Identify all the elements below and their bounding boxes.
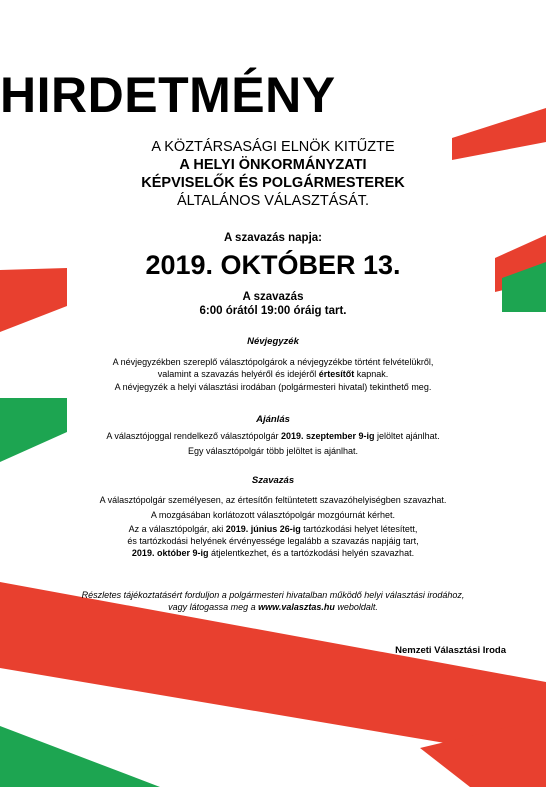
text-fragment: átjelentkezhet, és a tartózkodási helyén szavazhat. [208, 548, 415, 558]
announcement-line-1: A KÖZTÁRSASÁGI ELNÖK KITŰZTE [151, 139, 395, 155]
text-fragment-bold: értesítőt [318, 369, 355, 379]
text-fragment-bold: 2019. szeptember 9-ig [281, 431, 375, 441]
szavazas-text-line-2: A mozgásában korlátozott választópolgár mozgóurnát kérhet. [150, 510, 396, 520]
section-heading-szavazas: Szavazás [251, 475, 295, 486]
ajanlas-text-line-1 [0, 430, 546, 442]
text-fragment: A választójoggal rendelkező választópolgár [106, 431, 281, 441]
text-fragment: vagy látogassa meg a [168, 602, 259, 612]
section-heading-ajanlas: Ajánlás [256, 414, 290, 425]
text-fragment: tartózkodási helyet létesített, [300, 524, 418, 534]
vote-day-label: A szavazás napja: [223, 232, 322, 244]
announcement-line-4: ÁLTALÁNOS VÁLASZTÁSÁT. [176, 193, 370, 209]
section-heading-nevjegyzek: Névjegyzék [247, 336, 299, 347]
announcement-line-3: KÉPVISELŐK ÉS POLGÁRMESTEREK [141, 175, 405, 191]
vote-time: 6:00 órától 19:00 óráig tart. [199, 305, 347, 317]
footer-text-line-2 [0, 601, 546, 613]
text-fragment: valamint a szavazás helyéről és idejéről [157, 369, 319, 379]
green-band-bottom [0, 726, 160, 787]
text-fragment: jelöltet ajánlhat. [374, 431, 440, 441]
szavazas-text-line-1: A választópolgár személyesen, az értesítőn feltüntetett szavazóhelyiségben szavazhat. [99, 495, 447, 505]
notice-title: HIRDETMÉNY [0, 67, 336, 123]
footer-text-line-1: Részletes tájékoztatásért forduljon a polgármesteri hivatalban működő helyi választási irodához, [81, 590, 465, 600]
text-fragment: weboldalt. [334, 602, 378, 612]
announcement-line-2: A HELYI ÖNKORMÁNYZATI [179, 157, 367, 173]
ajanlas-text-line-2: Egy választópolgár több jelöltet is ajánlhat. [187, 446, 359, 456]
text-fragment: Az a választópolgár, aki [128, 524, 226, 534]
text-fragment: kapnak. [354, 369, 389, 379]
szavazas-text-line-3 [0, 523, 546, 535]
nevjegyzek-text-line-2 [0, 368, 546, 380]
website-link[interactable]: www.valasztas.hu [258, 602, 335, 612]
szavazas-text-line-4: és tartózkodási helyének érvényessége legalább a szavazás napjáig tart, [127, 536, 419, 546]
text-fragment-bold: 2019. október 9-ig [131, 548, 209, 558]
nevjegyzek-text-line-1: A névjegyzékben szereplő választópolgárok a névjegyzékbe történt felvételükről, [112, 357, 434, 367]
text-fragment-bold: 2019. június 26-ig [225, 524, 301, 534]
vote-date: 2019. OKTÓBER 13. [145, 250, 401, 280]
nevjegyzek-text-line-3: A névjegyzék a helyi választási irodában (polgármesteri hivatal) tekinthető meg. [114, 382, 432, 392]
vote-time-label: A szavazás [242, 291, 304, 303]
signature: Nemzeti Választási Iroda [395, 645, 506, 656]
szavazas-text-line-5 [0, 547, 546, 559]
